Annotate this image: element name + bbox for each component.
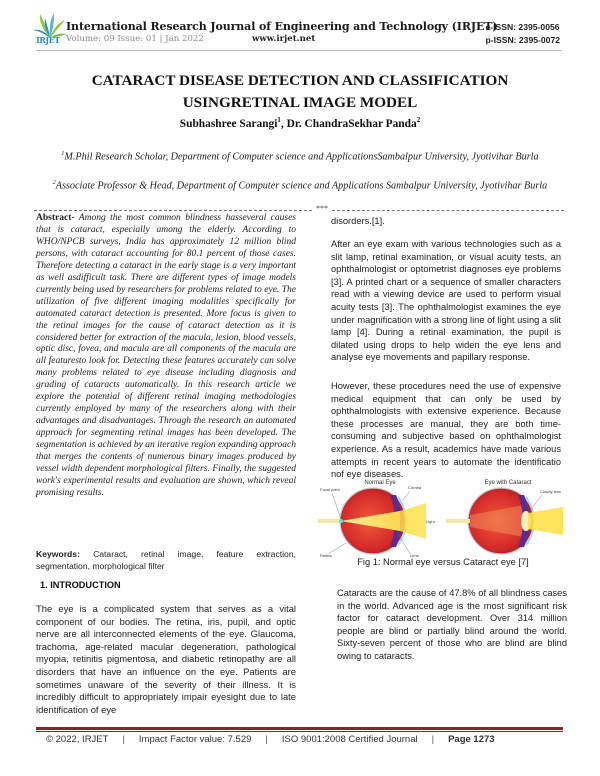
author-name: Dr. ChandraSekhar Panda — [286, 117, 417, 130]
author-name: Subhashree Sarangi — [179, 117, 278, 130]
journal-title: International Research Journal of Engineering and Technology (IRJET) — [66, 20, 498, 33]
paragraph-text: However, these procedures need the use of expensive medical equipment that can only be used by ophthalmologists with extensive experience. Because these processes are manual, they are both time- consuming and subjective based on ophthalmologist experience. As a result, academics have made various attempts in recent years to automate the identificatio nof eye diseases. — [331, 381, 561, 480]
svg-text:Lens: Lens — [410, 553, 419, 558]
paragraph-eye-exam — [331, 238, 561, 364]
affiliation-text: Associate Professor & Head, Department of Computer science and Applications Sambalpur University, Jyotivihar Burla — [55, 180, 548, 192]
irjet-logo-text: IRJET — [36, 35, 60, 45]
author-separator: , — [280, 117, 287, 130]
footer-rule-thin — [36, 731, 563, 732]
footer-separator: | — [265, 734, 268, 745]
svg-text:Cloudy lens: Cloudy lens — [540, 489, 561, 494]
keywords — [36, 548, 296, 572]
svg-text:Eye with Cataract: Eye with Cataract — [484, 480, 532, 486]
footer-copyright: © 2022, IRJET — [46, 734, 109, 745]
paragraph-text: After an eye exam with various technologies such as a slit lamp, retinal examination, or visual acuity tests, an ophthalmologist or optometrist diagnoses eye problems [3]. A printed chart or a sequence of smaller characters read with a viewing device are used to perform visual acuity tests [3]. The ophthalmologist examines the eye under magnification with a strong line of light using a slit lamp [4]. During a retinal examination, the pupil is dilated using drops to help widen the eye lens and analyse eye movements and papillary response. — [331, 239, 561, 363]
paragraph-text: The eye is a complicated system that serves as a vital component of our bodies. The retina, iris, pupil, and optic nerve are all interconnected elements of the eye. Glaucoma, trachoma, age-related macular degeneration, pathological myopia, retinitis pigmentosa, and diabetic retinopathy are all disorders that have an influence on the eye. Patients are sometimes unaware of the severity of their illness. It is incredibly difficult to appropriately impair eyesight due to late identification of eye — [36, 603, 296, 715]
affiliation-2 — [40, 177, 560, 192]
keywords-label: Keywords: — [36, 549, 80, 559]
abstract-label: Abstract- — [36, 213, 75, 223]
footer-impact-factor: Impact Factor value: 7.529 — [138, 734, 252, 745]
svg-text:Light: Light — [426, 519, 435, 524]
page-footer — [36, 734, 563, 745]
author-list — [40, 116, 560, 130]
affiliation-1 — [40, 148, 560, 163]
author-affil-mark: 1 — [277, 116, 281, 124]
keywords-text: Cataract, retinal image, feature extraction, segmentation, morphological filter — [36, 549, 296, 571]
figure-caption: Fig 1: Normal eye versus Cataract eye [7] — [357, 557, 529, 567]
svg-text:Cornea: Cornea — [408, 485, 422, 490]
footer-separator: | — [122, 734, 125, 745]
header-divider — [36, 50, 562, 51]
author-affil-mark: 2 — [416, 116, 421, 124]
journal-website-link[interactable]: www.irjet.net — [252, 34, 316, 44]
p-issn: p-ISSN: 2395-0072 — [485, 35, 560, 45]
continuation-text — [331, 215, 561, 228]
separator-stars: *** — [316, 204, 328, 213]
introduction-paragraph — [36, 603, 296, 716]
e-issn: e-ISSN: 2395-0056 — [485, 22, 560, 32]
paragraph-text: Cataracts are the cause of 47.8% of all blindness cases in the world. Advanced age is the most significant risk factor for cataract development. Over 314 million people are blind or partially blind around the world. Sixty-seven percent of those who are blind are blind owing to cataracts. — [337, 588, 567, 661]
abstract — [36, 213, 296, 500]
footer-page-number: Page 1273 — [448, 734, 495, 745]
svg-text:Focal point: Focal point — [320, 487, 340, 492]
paragraph-procedures — [331, 380, 561, 481]
affiliation-text: M.Phil Research Scholar, Department of Computer science and ApplicationsSambalpur University, Jyotivihar Burla — [64, 151, 539, 163]
paragraph-text: disorders.[1]. — [331, 216, 385, 226]
figure-eye-comparison — [318, 475, 573, 560]
footer-certification: ISO 9001:2008 Certified Journal — [281, 734, 418, 745]
abstract-text: Among the most common blindness hasseveral causes that is cataract, especially among the elderly. According to WHO/NPCB surveys, India has approximately 12 million blind persons, with cataract accounting for 80.1 percent of those cases. Therefore detecting a cataract in the early stage is a very important as well asdifficult task. There are different types of image models currently being used by researchers for problems related to eye. The utilization of five different imaging modalities specifically for automated cataract detection is presented. More focus is given to the retinal images for the cause of cataract detection as it is considered better for extraction of the macula, lesion, blood vessels, optic disc, fovea, and macula are all components of the macula are all featuresto look for. Detecting these features accurately can solve many problems related to eye disease including diagnosis and grading of cataracts automatically. In this research article we explore the potential of different retinal imaging methodologies currently employed by many of the researchers along with their advantages and disadvantages. Through the research an automated approach for segmenting retinal images has been developed. The segmentation is achieved by an iterative region expanding approach that merges the contents of numerous binary images produced by vessel width dependent morphological filters. Finally, the suggested work's experimental results and evaluation are shown, which reveal promising results. — [36, 213, 296, 498]
footer-rule — [36, 727, 563, 730]
svg-text:Normal Eye: Normal Eye — [364, 480, 396, 486]
issn-block — [485, 21, 560, 47]
footer-separator: | — [431, 734, 435, 745]
paragraph-cataract-stats — [337, 587, 567, 663]
affiliation-mark: 2 — [52, 180, 56, 186]
svg-text:Retina: Retina — [320, 553, 332, 558]
affiliation-mark: 1 — [61, 151, 65, 157]
volume-issue: Volume: 09 Issue: 01 | Jan 2022 — [66, 34, 204, 44]
cataract-eye-diagram — [446, 480, 563, 554]
section-heading-introduction: 1. INTRODUCTION — [40, 580, 121, 590]
paper-title: CATARACT DISEASE DETECTION AND CLASSIFICATION USINGRETINAL IMAGE MODEL — [91, 72, 509, 111]
normal-eye-diagram — [318, 480, 436, 558]
